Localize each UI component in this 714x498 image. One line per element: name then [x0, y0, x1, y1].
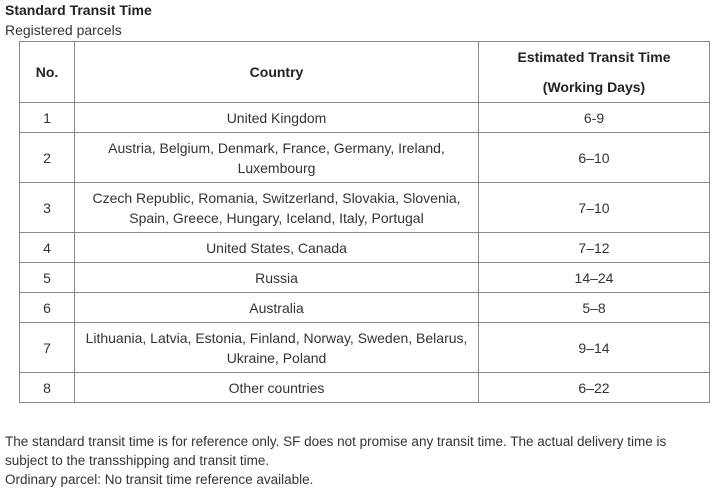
cell-country: Austria, Belgium, Denmark, France, Germany, Ireland, Luxembourg [75, 133, 479, 183]
cell-no: 7 [20, 323, 75, 373]
cell-days: 7–12 [479, 233, 710, 263]
cell-days: 6–22 [479, 373, 710, 403]
transit-time-table [19, 41, 710, 403]
ordinary-parcel-note: Ordinary parcel: No transit time reference available. [5, 472, 314, 487]
cell-no: 6 [20, 293, 75, 323]
cell-no: 4 [20, 233, 75, 263]
cell-days: 14–24 [479, 263, 710, 293]
table-row [20, 103, 710, 133]
cell-country: United Kingdom [75, 103, 479, 133]
cell-country: Lithuania, Latvia, Estonia, Finland, Norway, Sweden, Belarus, Ukraine, Poland [75, 323, 479, 373]
header-no: No. [20, 42, 75, 103]
header-country: Country [75, 42, 479, 103]
cell-country: Russia [75, 263, 479, 293]
cell-no: 1 [20, 103, 75, 133]
cell-no: 2 [20, 133, 75, 183]
cell-days: 6-9 [479, 103, 710, 133]
cell-no: 3 [20, 183, 75, 233]
table-row [20, 263, 710, 293]
header-working-days-label: (Working Days) [542, 79, 646, 95]
table-row [20, 233, 710, 263]
cell-country: Other countries [75, 373, 479, 403]
cell-days: 6–10 [479, 133, 710, 183]
cell-no: 8 [20, 373, 75, 403]
header-transit-time-label: Estimated Transit Time [517, 49, 671, 65]
table-header-row [20, 42, 710, 103]
cell-country: Czech Republic, Romania, Switzerland, Slovakia, Slovenia, Spain, Greece, Hungary, Iceland, Italy, Portugal [75, 183, 479, 233]
page-title: Standard Transit Time [5, 2, 152, 18]
cell-days: 9–14 [479, 323, 710, 373]
table-row [20, 323, 710, 373]
cell-days: 5–8 [479, 293, 710, 323]
cell-country: Australia [75, 293, 479, 323]
page-subtitle: Registered parcels [5, 22, 122, 38]
table-row [20, 133, 710, 183]
disclaimer-note: The standard transit time is for reference only. SF does not promise any transit time. The actual delivery time is subject to the transshipping and transit time. [5, 434, 667, 468]
cell-days: 7–10 [479, 183, 710, 233]
table-row [20, 293, 710, 323]
table-row [20, 373, 710, 403]
table-row [20, 183, 710, 233]
footnotes [5, 432, 709, 489]
header-transit-time [479, 42, 710, 103]
cell-no: 5 [20, 263, 75, 293]
cell-country: United States, Canada [75, 233, 479, 263]
